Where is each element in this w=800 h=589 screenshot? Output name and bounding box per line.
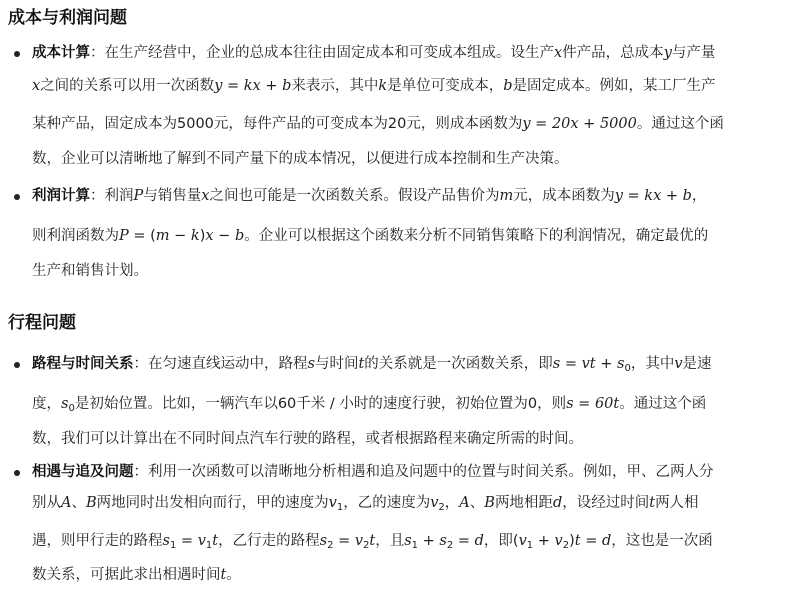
list-item-line: 别从A、B两地同时出发相向而行，甲的速度为$v_1$，乙的速度为$v_2$，A、B两地相距d，设经过时间t两人相: [32, 495, 699, 513]
bullet-icon: [14, 470, 20, 476]
item-text: ：利润P与销售量x之间也可能是一次函数关系。假设产品售价为m元，成本函数为y = kx + b，: [90, 188, 707, 204]
list-item-line: 数关系，可据此求出相遇时间t。: [32, 567, 241, 583]
bullet-icon: [14, 362, 20, 368]
list-item-line: 数，企业可以清晰地了解到不同产量下的成本情况，以便进行成本控制和生产决策。: [32, 151, 569, 167]
list-item-line: [32, 43, 715, 63]
list-item-line: [32, 354, 712, 374]
list-item-line: 度，$s_0$是初始位置。比如，一辆汽车以60千米 / 小时的速度行驶，初始位置为0，则s = 60t。通过这个函: [32, 396, 707, 414]
list-item-line: 某种产品，固定成本为5000元，每件产品的可变成本为20元，则成本函数为y = 20x + 5000。通过这个函: [32, 116, 724, 132]
item-lead-distance-time: 路程与时间关系: [32, 356, 134, 372]
list-item-line: 数，我们可以计算出在不同时间点汽车行驶的路程，或者根据路程来确定所需的时间。: [32, 431, 583, 447]
section-title-cost-profit: 成本与利润问题: [8, 8, 127, 28]
item-text: ：在生产经营中，企业的总成本往往由固定成本和可变成本组成。设生产x件产品，总成本y与产量: [90, 45, 716, 61]
item-lead-cost: 成本计算: [32, 45, 90, 61]
list-item-line: [32, 462, 714, 482]
list-item-line: [32, 186, 706, 206]
bullet-icon: [14, 194, 20, 200]
list-item-line: 则利润函数为P = (m − k)x − b。企业可以根据这个函数来分析不同销售策略下的利润情况，确定最优的: [32, 228, 709, 244]
item-text: ：利用一次函数可以清晰地分析相遇和追及问题中的位置与时间关系。例如，甲、乙两人分: [133, 464, 714, 480]
list-item-line: 生产和销售计划。: [32, 263, 148, 279]
section-title-travel: 行程问题: [8, 313, 76, 333]
item-lead-meeting-chase: 相遇与追及问题: [32, 464, 134, 480]
list-item-line: 遇，则甲行走的路程$s_1 = v_1t$，乙行走的路程$s_2 = v_2t$，且$s_1 + s_2 = d$，即$(v_1 + v_2)t = d$，这也是一次函: [32, 533, 713, 551]
list-item-line: x之间的关系可以用一次函数y = kx + b来表示，其中k是单位可变成本，b是固定成本。例如，某工厂生产: [32, 78, 716, 94]
item-lead-profit: 利润计算: [32, 188, 90, 204]
item-text: ：在匀速直线运动中，路程s与时间t的关系就是一次函数关系，即s = vt + $s_0$，其中v是速: [133, 356, 712, 374]
bullet-icon: [14, 51, 20, 57]
